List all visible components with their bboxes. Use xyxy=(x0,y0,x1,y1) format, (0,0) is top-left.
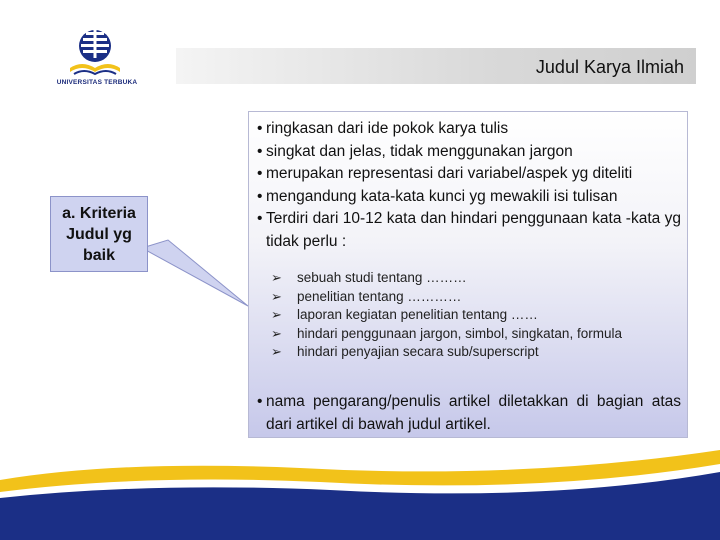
main-bullet-list xyxy=(257,118,681,253)
callout-line: baik xyxy=(82,246,115,264)
list-item: • singkat dan jelas, tidak menggunakan jargon xyxy=(257,142,573,160)
arrow-bullet-icon: ➢ xyxy=(271,325,282,341)
list-item: • mengandung kata-kata kunci yg mewakili isi tulisan xyxy=(257,187,618,205)
title-bar xyxy=(176,48,696,84)
list-item: ➢ laporan kegiatan penelitian tentang …… xyxy=(271,306,675,325)
callout-line: Judul yg xyxy=(66,225,132,243)
criteria-content-box xyxy=(248,111,688,438)
callout-line: a. Kriteria xyxy=(62,204,136,222)
list-item: • Terdiri dari 10-12 kata dan hindari penggunaan kata -kata yg tidak perlu : xyxy=(257,210,681,250)
final-bullet: • nama pengarang/penulis artikel diletakkan di bagian atas dari artikel di bawah judul artikel. xyxy=(257,393,681,433)
criteria-callout xyxy=(50,196,148,272)
arrow-bullet-icon: ➢ xyxy=(271,344,282,359)
list-item: ➢ hindari penyajian secara sub/superscript xyxy=(271,343,675,362)
list-item: • merupakan representasi dari variabel/aspek yg diteliti xyxy=(257,165,633,182)
arrow-bullet-icon: ➢ xyxy=(271,288,282,304)
list-item: • ringkasan dari ide pokok karya tulis xyxy=(257,120,509,137)
footer-wave-decoration xyxy=(0,440,720,540)
list-item: ➢ penelitian tentang ………… xyxy=(271,288,675,307)
logo-caption: UNIVERSITAS TERBUKA xyxy=(56,79,138,86)
page-title: Judul Karya Ilmiah xyxy=(535,57,684,77)
list-item: ➢ hindari penggunaan jargon, simbol, singkatan, formula xyxy=(271,325,675,344)
arrow-bullet-icon: ➢ xyxy=(271,307,282,322)
list-item: ➢ sebuah studi tentang ……… xyxy=(271,269,675,288)
sub-bullet-list xyxy=(271,269,675,362)
arrow-bullet-icon: ➢ xyxy=(271,270,282,285)
